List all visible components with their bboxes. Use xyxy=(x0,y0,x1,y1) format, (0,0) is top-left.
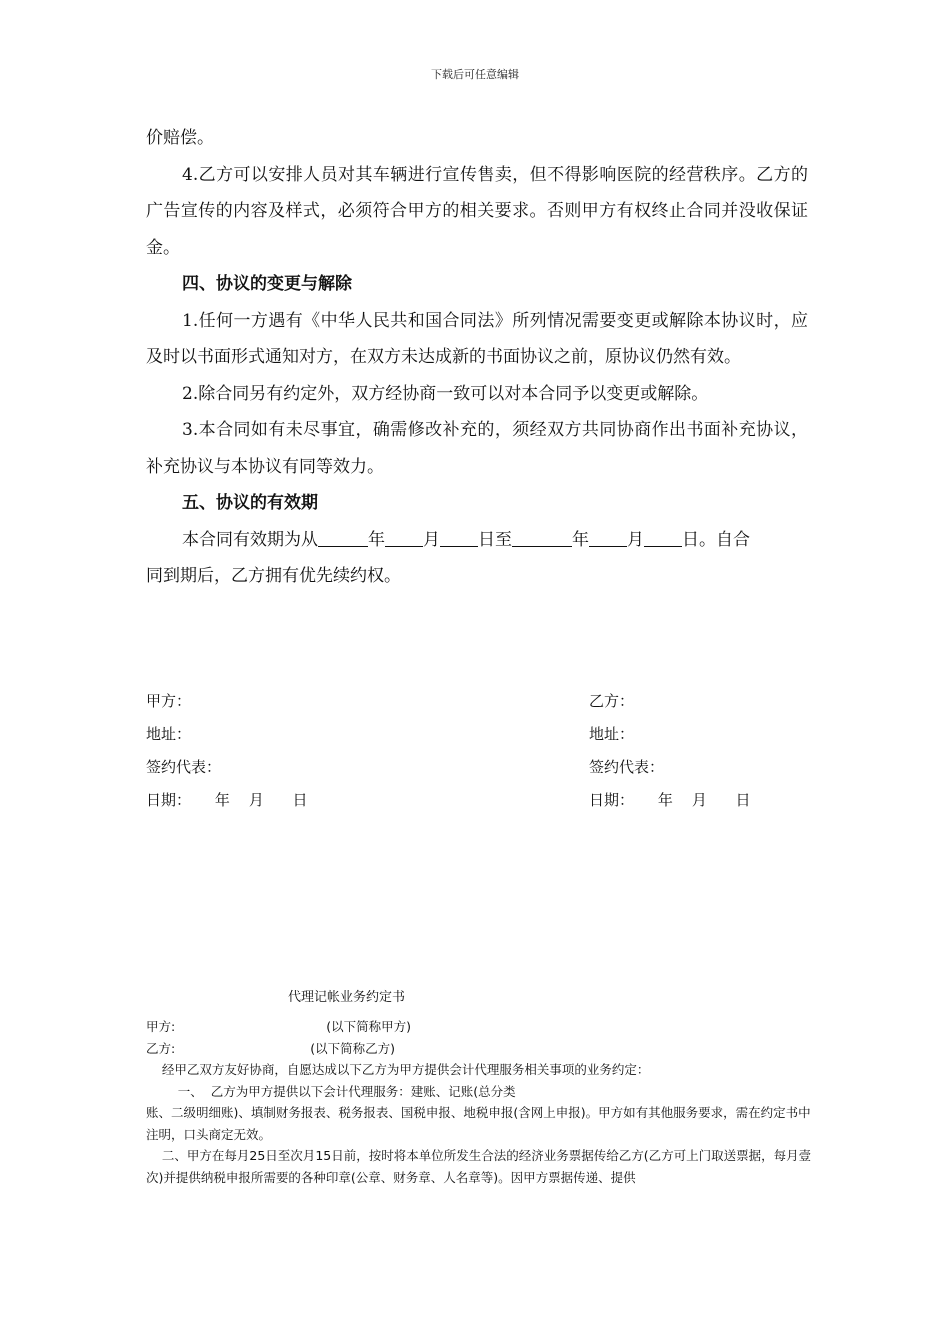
blank-day xyxy=(440,530,478,547)
paragraph: 4.乙方可以安排人员对其车辆进行宣传售卖，但不得影响医院的经营秩序。乙方的广告宣传的内容及样式，必须符合甲方的相关要求。否则甲方有权终止合同并没收保证金。 xyxy=(146,164,808,258)
paragraph: 价赔偿。 xyxy=(146,128,214,148)
blank-year-end xyxy=(512,530,572,547)
paragraph: 2.除合同另有约定外，双方经协商一致可以对本合同予以变更或解除。 xyxy=(182,383,709,404)
party-a-rep: 签约代表： xyxy=(146,758,222,776)
party-a-label: 甲方： xyxy=(146,692,192,710)
party-b-address: 地址： xyxy=(589,725,635,743)
signature-party-a xyxy=(146,690,308,822)
validity-year: 年 xyxy=(368,529,385,550)
party-a-date: 日期： 年 月 日 xyxy=(146,791,308,809)
signature-party-b xyxy=(589,690,751,822)
paragraph: 3.本合同如有未尽事宜，确需修改补充的，须经双方共同协商作出书面补充协议，补充协议与本协议有同等效力。 xyxy=(146,420,808,477)
blank-year xyxy=(318,530,368,547)
party-b-date: 日期： 年 月 日 xyxy=(589,791,751,809)
validity-prefix: 本合同有效期为从 xyxy=(182,529,318,550)
validity-day-to: 日至 xyxy=(478,529,512,550)
section-heading: 五、协议的有效期 xyxy=(182,493,318,513)
doc2-item2: 二、甲方在每月25日至次月15日前，按时将本单位所发生合法的经济业务票据传给乙方(乙方可上门取送票据，每月壹次)并提供纳税申报所需要的各种印章(公章、财务章、人名章等)。因甲方票据传递、提供 xyxy=(146,1148,812,1185)
doc2-party-b: 乙方: (以下简称乙方) xyxy=(146,1040,396,1056)
party-b-rep: 签约代表： xyxy=(589,758,665,776)
validity-month-end: 月 xyxy=(627,529,644,550)
paragraph: 1.任何一方遇有《中华人民共和国合同法》所列情况需要变更或解除本协议时，应及时以书面形式通知对方，在双方未达成新的书面协议之前，原协议仍然有效。 xyxy=(146,310,808,367)
doc2-party-a: 甲方: (以下简称甲方) xyxy=(146,1019,411,1034)
blank-day-end xyxy=(644,530,682,547)
blank-month-end xyxy=(589,530,627,547)
doc2-item1-line1: 一、 乙方为甲方提供以下会计代理服务：建账、记账(总分类 xyxy=(146,1083,516,1099)
contract-body xyxy=(146,120,808,595)
party-a-address: 地址： xyxy=(146,725,192,743)
party-b-label: 乙方： xyxy=(589,692,635,710)
doc2-body xyxy=(146,1016,812,1188)
validity-month: 月 xyxy=(423,529,440,550)
blank-month xyxy=(385,530,423,547)
section-heading: 四、协议的变更与解除 xyxy=(182,274,352,294)
paragraph: 同到期后，乙方拥有优先续约权。 xyxy=(146,566,401,586)
validity-year-end: 年 xyxy=(572,529,589,550)
doc2-intro: 经甲乙双方友好协商，自愿达成以下乙方为甲方提供会计代理服务相关事项的业务约定： xyxy=(146,1062,650,1077)
doc2-title: 代理记帐业务约定书 xyxy=(288,990,406,1005)
validity-day-end: 日。自合 xyxy=(682,529,750,550)
validity-line xyxy=(146,522,808,559)
doc2-item1-line2: 账、二级明细账)、填制财务报表、税务报表、国税申报、地税申报(含网上申报)。甲方如有其他服务要求，需在约定书中注明，口头商定无效。 xyxy=(146,1105,811,1142)
page-header: 下载后可任意编辑 xyxy=(431,68,519,81)
